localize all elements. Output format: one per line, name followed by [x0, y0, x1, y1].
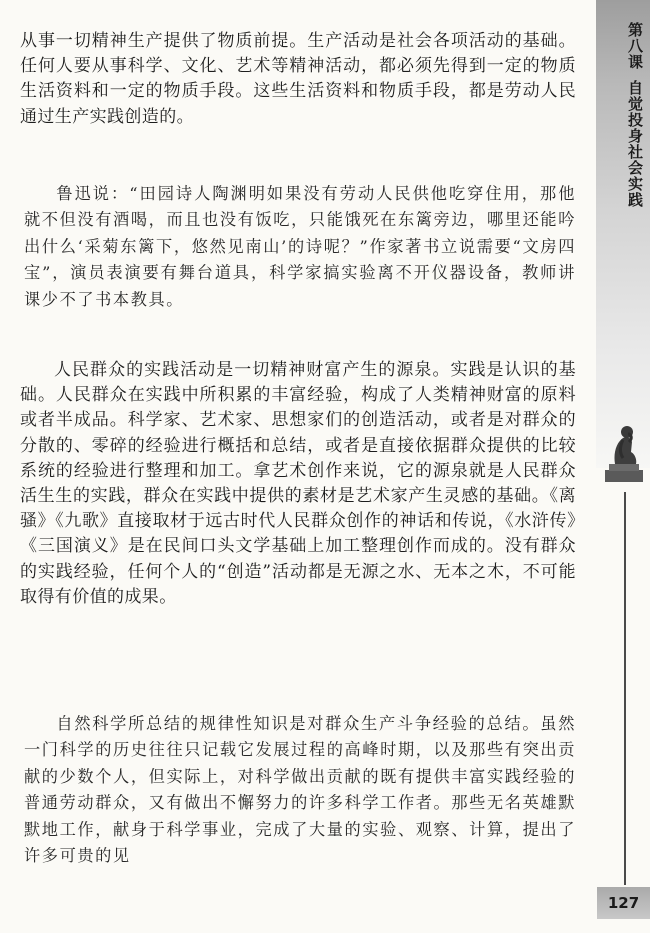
paragraph-1: 从事一切精神生产提供了物质前提。生产活动是社会各项活动的基础。任何人要从事科学、文化、艺术等精神活动，都必须先得到一定的物质生活资料和一定的物质手段。这些生活资料和物质手段，都是劳动人民通过生产实践创造的。	[20, 31, 576, 127]
quote-box-paragraph: 鲁迅说：“田园诗人陶渊明如果没有劳动人民供他吃穿住用，那他就不但没有酒喝，而且也没有饭吃，只能饿死在东篱旁边，哪里还能吟出什么‘采菊东篱下，悠然见南山’的诗呢？”作家著书立说需要“文房四宝”，演员表演要有舞台道具，科学家搞实验离不开仪器设备，教师讲课少不了书本教具。	[24, 184, 576, 309]
thinker-statue-icon	[601, 412, 647, 484]
chapter-tab-title	[600, 22, 646, 208]
side-rule	[624, 492, 626, 885]
paragraph-2: 人民群众的实践活动是一切精神财富产生的源泉。实践是认识的基础。人民群众在实践中所积累的丰富经验，构成了人类精神财富的原料或者半成品。科学家、艺术家、思想家们的创造活动，或者是对群众的分散的、零碎的经验进行概括和总结，或者是直接依据群众提供的比较系统的经验进行整理和加工。拿艺术创作来说，它的源泉就是人民群众活生生的实践，群众在实践中提供的素材是艺术家产生灵感的基础。《离骚》《九歌》直接取材于远古时代人民群众创作的神话和传说，《水浒传》《三国演义》是在民间口头文学基础上加工整理创作而成的。没有群众的实践经验，任何个人的“创造”活动都是无源之水、无本之木，不可能取得有价值的成果。	[20, 360, 576, 607]
page-number: 127	[597, 887, 650, 919]
reading-paragraph: 自然科学所总结的规律性知识是对群众生产斗争经验的总结。虽然一门科学的历史往往只记载它发展过程的高峰时期，以及那些有突出贡献的少数个人，但实际上，对科学做出贡献的既有提供丰富实践经验的普通劳动群众，又有做出不懈努力的许多科学工作者。那些无名英雄默默地工作，献身于科学事业，完成了大量的实验、观察、计算，提出了许多可贵的见	[24, 714, 576, 866]
lesson-title: 自觉投身社会实践	[626, 80, 644, 208]
lesson-number: 第八课	[626, 22, 644, 70]
